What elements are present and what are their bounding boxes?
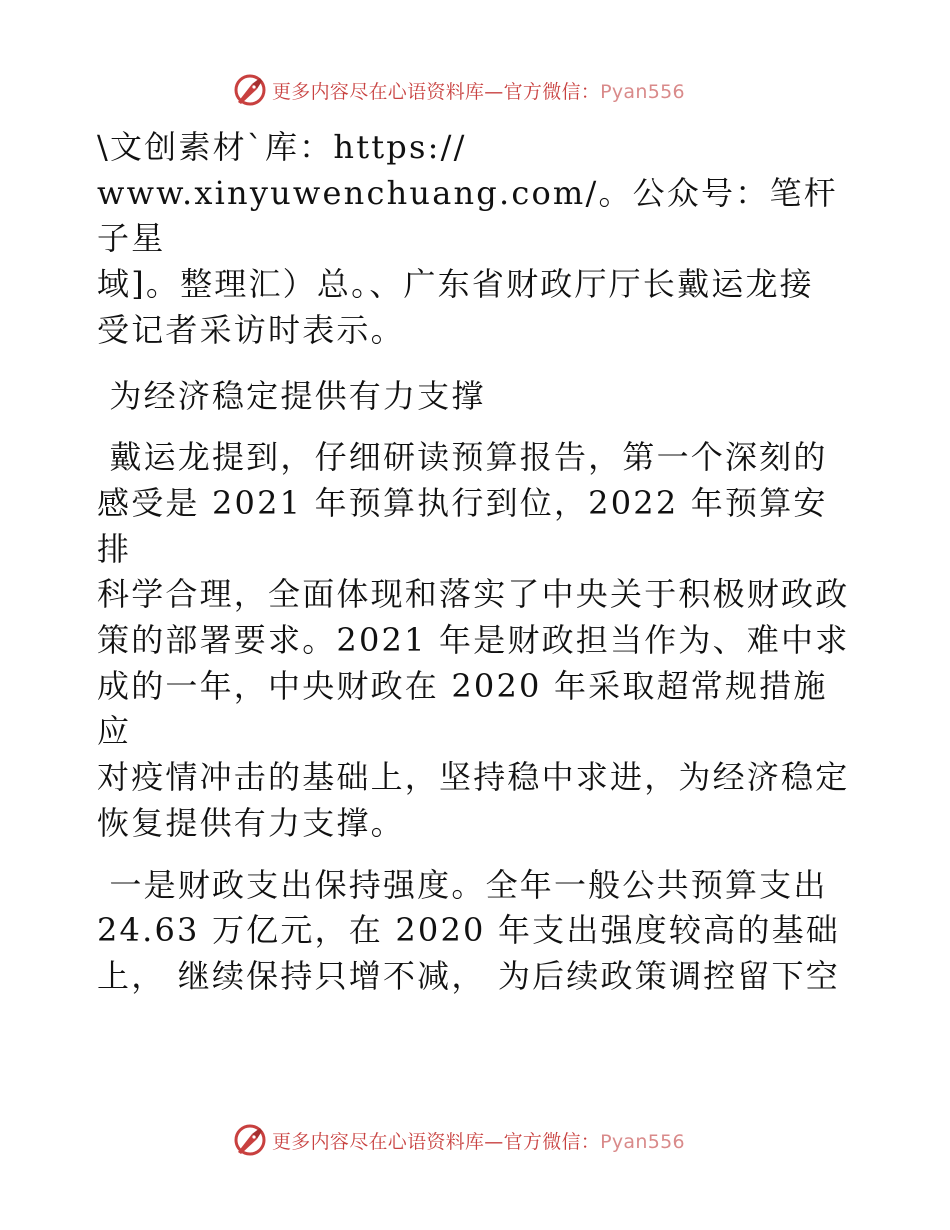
header-watermark-text: 更多内容尽在心语资料库—官方微信：Pyan556: [272, 80, 685, 103]
footer-watermark-text: 更多内容尽在心语资料库—官方微信：Pyan556: [272, 1130, 685, 1153]
section-heading: 为经济稳定提供有力支撑: [97, 376, 486, 415]
body-paragraph: 一是财政支出保持强度。全年一般公共预算支出 24.63 万亿元，在 2020 年支出强度较高的基础 上， 继续保持只增不减， 为后续政策调控留下空: [97, 865, 840, 995]
wechat-handle: Pyan556: [600, 1130, 685, 1153]
header-watermark: [232, 70, 685, 110]
footer-watermark: [232, 1120, 685, 1160]
body-paragraph: 戴运龙提到，仔细研读预算报告，第一个深刻的 感受是 2021 年预算执行到位，2022 年预算安排 科学合理，全面体现和落实了中央关于积极财政政 策的部署要求。2021 年是财政担当作为、难中求 成的一年，中央财政在 2020 年采取超常规措施应 对疫情冲击的基础上，坚持稳中求进，为经济稳定 恢复提供有力支撑。: [97, 438, 850, 842]
wechat-handle: Pyan556: [600, 80, 685, 103]
document-body: [97, 125, 857, 1000]
pen-nib-circle-icon: [232, 72, 268, 108]
pen-nib-circle-icon: [232, 1122, 268, 1158]
intro-paragraph: \文创素材`库：https:// www.xinyuwenchuang.com/。公众号：笔杆子星 域]。整理汇）总。、广东省财政厅厅长戴运龙接 受记者采访时表示。: [97, 128, 838, 349]
